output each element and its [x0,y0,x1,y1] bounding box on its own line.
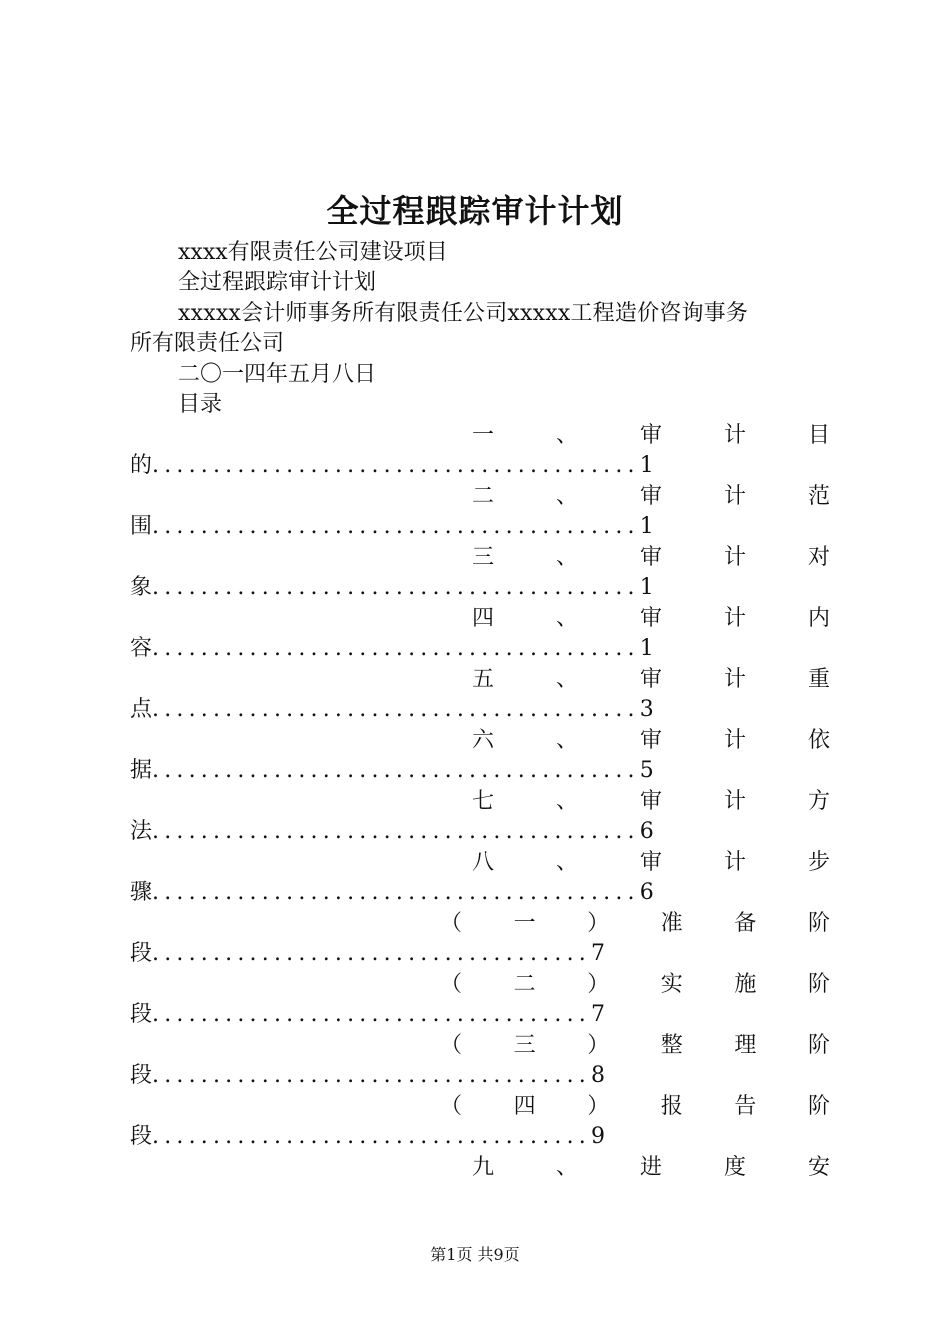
toc-heading-char: 审 [639,728,662,753]
toc-heading-char: （ [440,911,463,936]
toc-entry-leader [130,695,654,725]
toc-heading-char: 阶 [807,911,830,936]
toc-page-number: 5 [639,758,654,783]
toc-heading-char: 一 [472,423,495,448]
toc-entry-last-char: 段 [130,941,153,966]
toc-entry-leader [130,1122,605,1152]
toc-heading-char: 目 [807,423,830,448]
toc-page-number: 8 [590,1063,605,1088]
toc-entry-last-char: 段 [130,1002,153,1027]
document-date: 二〇一四年五月八日 [178,362,377,387]
toc-heading-char: ） [587,1094,610,1119]
toc-heading-char: 依 [807,728,830,753]
toc-heading-char: 、 [555,423,578,448]
toc-dot-leader: ........................................ [152,636,640,661]
toc-entry-last-char: 围 [130,514,153,539]
toc-heading-char: 、 [555,789,578,814]
toc-entry-leader [130,512,654,542]
toc-entry-heading [440,1031,830,1061]
toc-heading-char: 审 [639,484,662,509]
toc-heading-char: 准 [660,911,683,936]
toc-dot-leader: ........................................ [152,697,640,722]
toc-heading-char: ） [587,972,610,997]
toc-heading-char: 范 [807,484,830,509]
toc-entry-leader [130,817,654,847]
toc-page-number: 6 [639,819,654,844]
toc-entry-last-char: 段 [130,1063,153,1088]
toc-entry-heading [472,726,830,756]
toc-heading-char: 五 [472,667,495,692]
toc-page-number: 7 [590,1002,605,1027]
toc-entry-leader [130,1000,605,1030]
toc-heading-char: 对 [807,545,830,570]
toc-entry-heading [440,1092,830,1122]
toc-heading-char: 计 [723,667,746,692]
toc-heading-char: 报 [660,1094,683,1119]
toc-heading-char: 、 [555,545,578,570]
toc-heading-char: 阶 [807,1094,830,1119]
toc-heading-char: 、 [555,484,578,509]
toc-entry-leader [130,451,654,481]
toc-heading-char: 七 [472,789,495,814]
toc-heading-char: 二 [472,484,495,509]
toc-page-number: 7 [590,941,605,966]
toc-heading-char: 、 [555,1155,578,1180]
toc-entry-leader [130,939,605,969]
toc-heading-char: 计 [723,728,746,753]
toc-entry-last-char: 段 [130,1124,153,1149]
toc-heading-char: （ [440,1033,463,1058]
toc-entry-heading [472,482,830,512]
toc-heading-char: 二 [513,972,536,997]
toc-dot-leader: .................................... [152,941,591,966]
toc-entry-last-char: 容 [130,636,153,661]
toc-entry-leader [130,1061,605,1091]
toc-heading-char: 理 [734,1033,757,1058]
toc-entry-leader [130,878,654,908]
toc-heading-char: 三 [513,1033,536,1058]
toc-dot-leader: .................................... [152,1124,591,1149]
toc-heading-char: 六 [472,728,495,753]
toc-heading-char: 度 [723,1155,746,1180]
toc-heading-char: 计 [723,423,746,448]
toc-dot-leader: .................................... [152,1002,591,1027]
toc-entry-heading [440,909,830,939]
toc-heading: 目录 [178,392,223,417]
toc-heading-char: 审 [639,667,662,692]
firm-name-line1: xxxxx会计师事务所有限责任公司xxxxx工程造价咨询事务 [178,301,749,326]
toc-page-number: 6 [639,880,654,905]
toc-heading-char: ） [587,911,610,936]
toc-dot-leader: ........................................ [152,819,640,844]
toc-dot-leader: ........................................ [152,758,640,783]
toc-heading-char: 、 [555,850,578,875]
toc-heading-char: 审 [639,545,662,570]
toc-entry-heading [472,604,830,634]
toc-entry-last-char: 骤 [130,880,153,905]
firm-name-line2: 所有限责任公司 [130,331,285,356]
toc-heading-char: 八 [472,850,495,875]
toc-entry-last-char: 的 [130,453,153,478]
toc-entry-leader [130,634,654,664]
toc-heading-char: 实 [660,972,683,997]
toc-heading-char: 内 [807,606,830,631]
toc-heading-char: ） [587,1033,610,1058]
toc-dot-leader: ........................................ [152,880,640,905]
toc-page-number: 1 [639,636,654,661]
toc-entry-heading [472,543,830,573]
toc-heading-char: 四 [513,1094,536,1119]
toc-entry-last-char: 象 [130,575,153,600]
toc-heading-char: 步 [807,850,830,875]
toc-heading-char: 安 [807,1155,830,1180]
toc-heading-char: 整 [660,1033,683,1058]
plan-title: 全过程跟踪审计计划 [178,270,377,295]
toc-page-number: 9 [590,1124,605,1149]
toc-entry-heading [472,787,830,817]
toc-page-number: 1 [639,453,654,478]
toc-heading-char: 施 [734,972,757,997]
toc-page-number: 3 [639,697,654,722]
toc-dot-leader: ........................................ [152,514,640,539]
toc-page-number: 1 [639,514,654,539]
toc-entry-leader [130,756,654,786]
project-name: xxxx有限责任公司建设项目 [178,240,448,265]
toc-page-number: 1 [639,575,654,600]
toc-heading-char: （ [440,972,463,997]
toc-entry-heading [472,848,830,878]
toc-entry-last-char: 点 [130,697,153,722]
toc-heading-char: 审 [639,789,662,814]
toc-entry-leader [130,573,654,603]
toc-entry-last-char: 据 [130,758,153,783]
toc-heading-char: 计 [723,850,746,875]
toc-entry-heading [440,970,830,1000]
toc-heading-char: 、 [555,667,578,692]
toc-heading-char: 阶 [807,1033,830,1058]
toc-heading-char: 阶 [807,972,830,997]
toc-heading-char: 一 [513,911,536,936]
document-title: 全过程跟踪审计计划 [326,192,624,230]
toc-heading-char: 告 [734,1094,757,1119]
toc-dot-leader: .................................... [152,1063,591,1088]
toc-heading-char: 计 [723,606,746,631]
toc-heading-char: 、 [555,606,578,631]
toc-heading-char: 、 [555,728,578,753]
toc-heading-char: 审 [639,850,662,875]
toc-heading-char: 方 [807,789,830,814]
toc-entry-heading [472,665,830,695]
toc-heading-char: 备 [734,911,757,936]
toc-heading-char: 三 [472,545,495,570]
toc-heading-char: 审 [639,423,662,448]
toc-entry-heading [472,1153,830,1183]
toc-heading-char: 重 [807,667,830,692]
toc-entry-heading [472,421,830,451]
toc-entry-last-char: 法 [130,819,153,844]
page-footer: 第1页 共9页 [430,1245,520,1264]
toc-dot-leader: ........................................ [152,575,640,600]
toc-heading-char: 进 [639,1155,662,1180]
toc-heading-char: 四 [472,606,495,631]
toc-heading-char: 计 [723,484,746,509]
toc-heading-char: 计 [723,545,746,570]
toc-dot-leader: ........................................ [152,453,640,478]
toc-heading-char: 九 [472,1155,495,1180]
toc-heading-char: （ [440,1094,463,1119]
toc-heading-char: 审 [639,606,662,631]
toc-heading-char: 计 [723,789,746,814]
